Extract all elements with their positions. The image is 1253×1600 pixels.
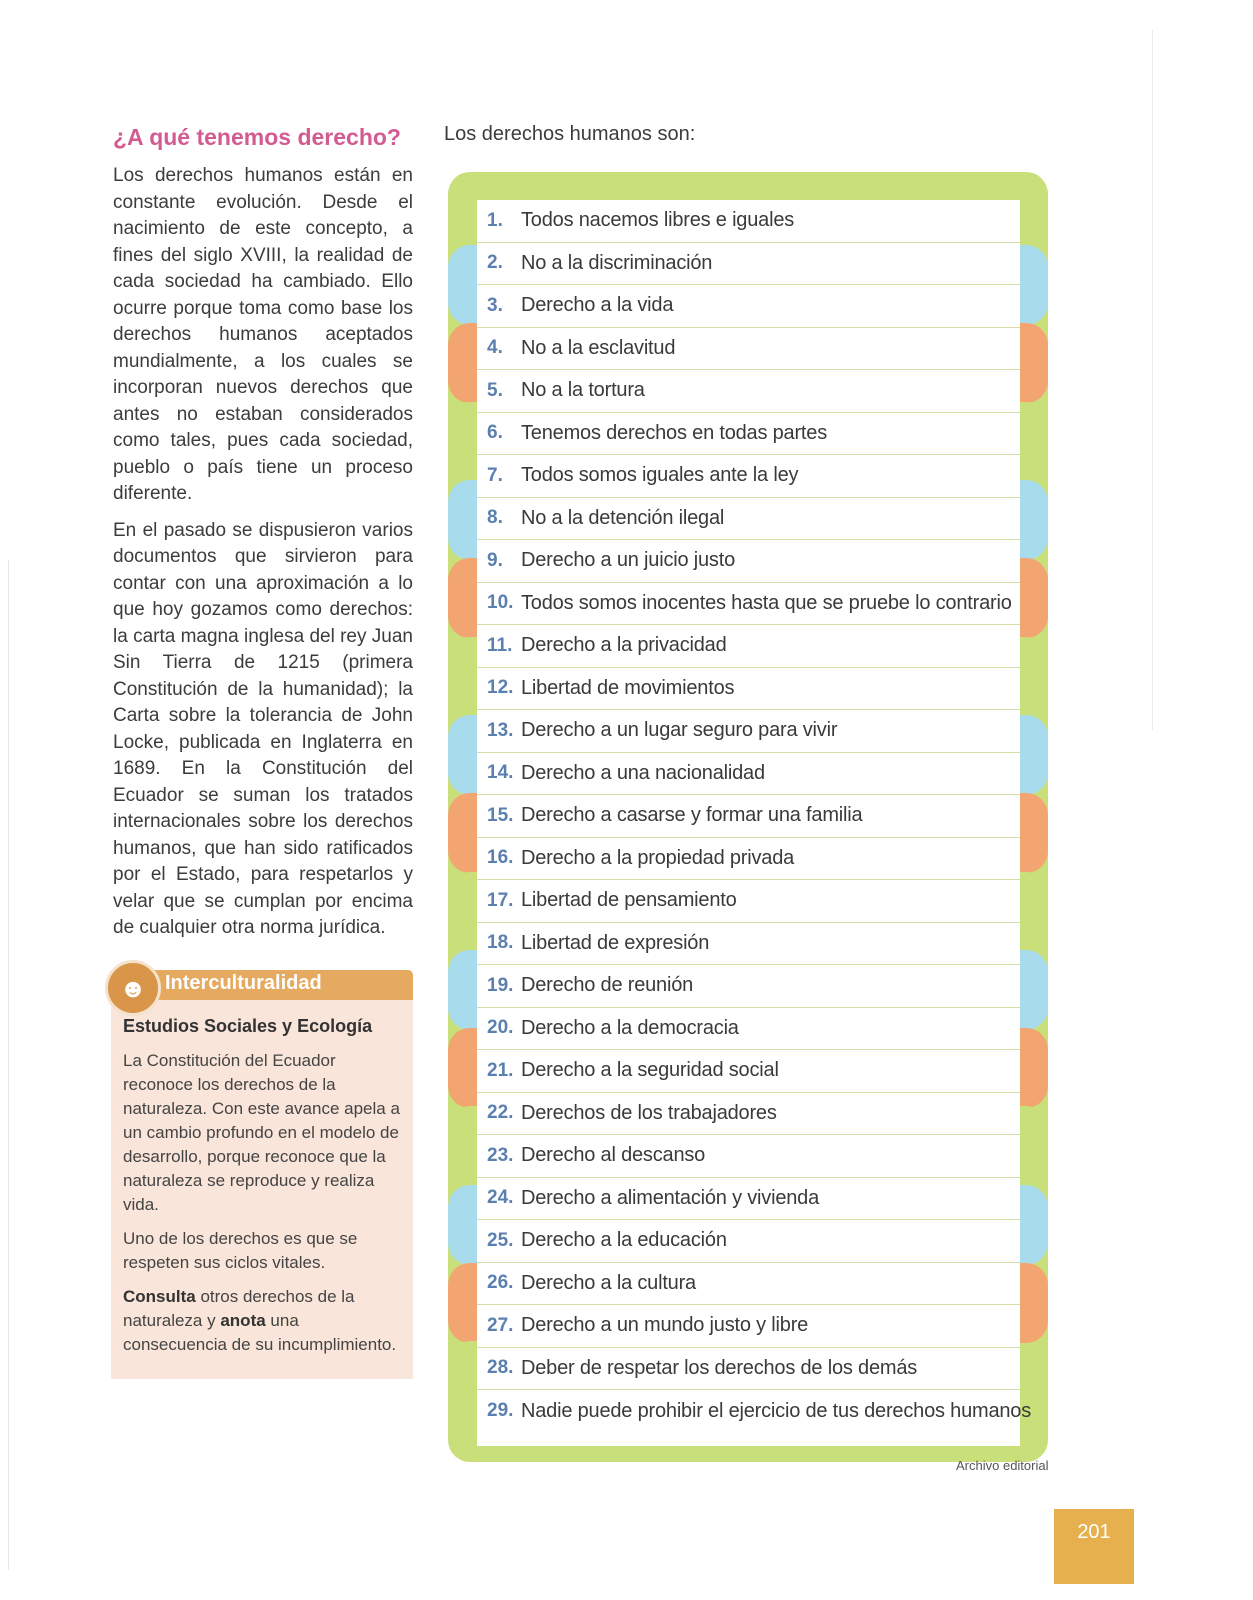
history-paragraph: En el pasado se dispusieron varios documentos que sirvieron para contar con una aproximación a lo que hoy gozamos como derechos: la carta magna inglesa del rey Juan Sin Tierra de 1215 (primera Constitución de la humanidad); la Carta sobre la tolerancia de John Locke, publicada en Inglaterra en 1689. En la Constitución del Ecuador se suman los tratados internacionales sobre los derechos humanos, que han sido ratificados por el Estado, para respetarlos y velar que se cumplan por encima de cualquier otra norma jurídica. bbox=[113, 519, 413, 938]
item-number: 13. bbox=[487, 719, 514, 741]
item-number: 24. bbox=[487, 1187, 514, 1209]
rights-list-intro: Los derechos humanos son: bbox=[444, 123, 696, 145]
item-text: Derecho de reunión bbox=[521, 974, 694, 997]
interculturalidad-text-1: La Constitución del Ecuador reconoce los derechos de la naturaleza. Con este avance apela a un cambio profundo en el modelo de desarrollo, porque reconoce que la naturaleza se reproduce y realiza vida. bbox=[123, 1051, 400, 1214]
item-text: Derecho a una nacionalidad bbox=[521, 761, 765, 784]
interculturalidad-body bbox=[111, 1000, 413, 1379]
item-text: Todos nacemos libres e iguales bbox=[521, 209, 795, 232]
item-number: 9. bbox=[487, 549, 503, 571]
item-number: 27. bbox=[487, 1314, 514, 1336]
item-text: Derecho a la seguridad social bbox=[521, 1059, 779, 1082]
activity-verb-anota: anota bbox=[220, 1311, 266, 1330]
list-item bbox=[477, 753, 1020, 796]
item-text: No a la tortura bbox=[521, 379, 645, 402]
item-text: Derecho a la cultura bbox=[521, 1271, 696, 1294]
list-item bbox=[477, 923, 1020, 966]
interculturalidad-box bbox=[111, 970, 413, 1379]
intro-paragraph: Los derechos humanos están en constante evolución. Desde el nacimiento de este concepto, a fines del siglo XVIII, la realidad de cada sociedad ha cambiado. Ello ocurre porque toma como base los derechos humanos aceptados mundialmente, a los cuales se incorporan nuevos derechos que antes no estaban considerados como tales, pues cada sociedad, pueblo o país tiene un proceso diferente. bbox=[113, 165, 413, 504]
item-number: 8. bbox=[487, 507, 503, 529]
item-text: No a la detención ilegal bbox=[521, 506, 725, 529]
item-text: Derecho a la vida bbox=[521, 294, 674, 317]
item-number: 14. bbox=[487, 762, 514, 784]
left-column bbox=[113, 124, 413, 952]
activity-text-2: una consecuencia de su incumplimiento. bbox=[123, 1311, 397, 1354]
rights-list-panel bbox=[477, 200, 1032, 1446]
item-number: 17. bbox=[487, 889, 514, 911]
list-item bbox=[477, 370, 1020, 413]
list-item bbox=[477, 498, 1020, 541]
item-text: Derecho al descanso bbox=[521, 1144, 706, 1167]
list-item bbox=[477, 795, 1020, 838]
item-number: 21. bbox=[487, 1059, 514, 1081]
item-number: 23. bbox=[487, 1144, 514, 1166]
item-text: Deber de respetar los derechos de los demás bbox=[521, 1356, 918, 1379]
item-number: 5. bbox=[487, 379, 503, 401]
item-text: Libertad de pensamiento bbox=[521, 889, 737, 912]
item-number: 1. bbox=[487, 209, 503, 231]
item-text: Derecho a casarse y formar una familia bbox=[521, 804, 863, 827]
people-icon: ☻ bbox=[105, 960, 161, 1016]
item-text: Libertad de movimientos bbox=[521, 676, 735, 699]
item-text: Todos somos inocentes hasta que se pruebe lo contrario bbox=[521, 591, 1012, 614]
item-number: 4. bbox=[487, 337, 503, 359]
item-number: 29. bbox=[487, 1400, 514, 1422]
page-edge-right bbox=[1152, 30, 1153, 730]
item-text: Tenemos derechos en todas partes bbox=[521, 421, 828, 444]
list-item bbox=[477, 200, 1020, 243]
list-item bbox=[477, 328, 1020, 371]
item-number: 3. bbox=[487, 294, 503, 316]
list-item bbox=[477, 455, 1020, 498]
list-item bbox=[477, 285, 1020, 328]
list-item bbox=[477, 668, 1020, 711]
image-caption: Archivo editorial bbox=[956, 1458, 1049, 1473]
item-text: No a la discriminación bbox=[521, 251, 713, 274]
item-number: 7. bbox=[487, 464, 503, 486]
list-item bbox=[477, 540, 1020, 583]
list-item bbox=[477, 1263, 1020, 1306]
item-number: 11. bbox=[487, 634, 513, 656]
interculturalidad-subtitle: Estudios Sociales y Ecología bbox=[123, 1016, 373, 1036]
list-item bbox=[477, 1220, 1020, 1263]
list-item bbox=[477, 880, 1020, 923]
list-item bbox=[477, 1135, 1020, 1178]
item-text: Derechos de los trabajadores bbox=[521, 1101, 777, 1124]
item-number: 15. bbox=[487, 804, 514, 826]
list-item bbox=[477, 625, 1020, 668]
item-text: No a la esclavitud bbox=[521, 336, 676, 359]
interculturalidad-text-2: Uno de los derechos es que se respeten sus ciclos vitales. bbox=[123, 1229, 358, 1272]
section-title: ¿A qué tenemos derecho? bbox=[113, 124, 401, 150]
interculturalidad-activity bbox=[123, 1285, 401, 1357]
item-text: Derecho a un mundo justo y libre bbox=[521, 1314, 809, 1337]
item-number: 12. bbox=[487, 677, 514, 699]
item-number: 6. bbox=[487, 422, 503, 444]
item-text: Libertad de expresión bbox=[521, 931, 710, 954]
item-number: 19. bbox=[487, 974, 514, 996]
item-number: 20. bbox=[487, 1017, 514, 1039]
item-number: 25. bbox=[487, 1229, 514, 1251]
rights-list bbox=[477, 200, 1032, 1433]
interculturalidad-label: Interculturalidad bbox=[165, 972, 322, 994]
item-text: Nadie puede prohibir el ejercicio de tus derechos humanos bbox=[521, 1399, 1032, 1422]
item-number: 26. bbox=[487, 1272, 514, 1294]
item-number: 16. bbox=[487, 847, 514, 869]
page-edge-left bbox=[8, 560, 9, 1570]
list-item bbox=[477, 1178, 1020, 1221]
list-item bbox=[477, 413, 1020, 456]
page-number: 201 bbox=[1054, 1509, 1134, 1584]
item-number: 10. bbox=[487, 592, 514, 614]
item-text: Derecho a la educación bbox=[521, 1229, 727, 1252]
item-text: Derecho a alimentación y vivienda bbox=[521, 1186, 820, 1209]
item-number: 18. bbox=[487, 932, 514, 954]
interculturalidad-header bbox=[117, 970, 413, 1003]
list-item bbox=[477, 1348, 1020, 1391]
item-text: Derecho a la democracia bbox=[521, 1016, 739, 1039]
item-number: 28. bbox=[487, 1357, 514, 1379]
activity-verb-consulta: Consulta bbox=[123, 1287, 196, 1306]
list-item bbox=[477, 1305, 1020, 1348]
list-item bbox=[477, 1390, 1032, 1433]
activity-text-1: otros derechos de la naturaleza y bbox=[123, 1287, 355, 1330]
item-number: 2. bbox=[487, 252, 503, 274]
list-item bbox=[477, 965, 1020, 1008]
item-text: Derecho a la propiedad privada bbox=[521, 846, 795, 869]
item-number: 22. bbox=[487, 1102, 514, 1124]
item-text: Derecho a un juicio justo bbox=[521, 549, 736, 572]
item-text: Todos somos iguales ante la ley bbox=[521, 464, 799, 487]
list-item bbox=[477, 1093, 1020, 1136]
item-text: Derecho a un lugar seguro para vivir bbox=[521, 719, 838, 742]
item-text: Derecho a la privacidad bbox=[521, 634, 727, 657]
list-item bbox=[477, 243, 1020, 286]
list-item bbox=[477, 710, 1020, 753]
list-item bbox=[477, 1008, 1020, 1051]
list-item bbox=[477, 838, 1020, 881]
list-item bbox=[477, 583, 1020, 626]
list-item bbox=[477, 1050, 1020, 1093]
